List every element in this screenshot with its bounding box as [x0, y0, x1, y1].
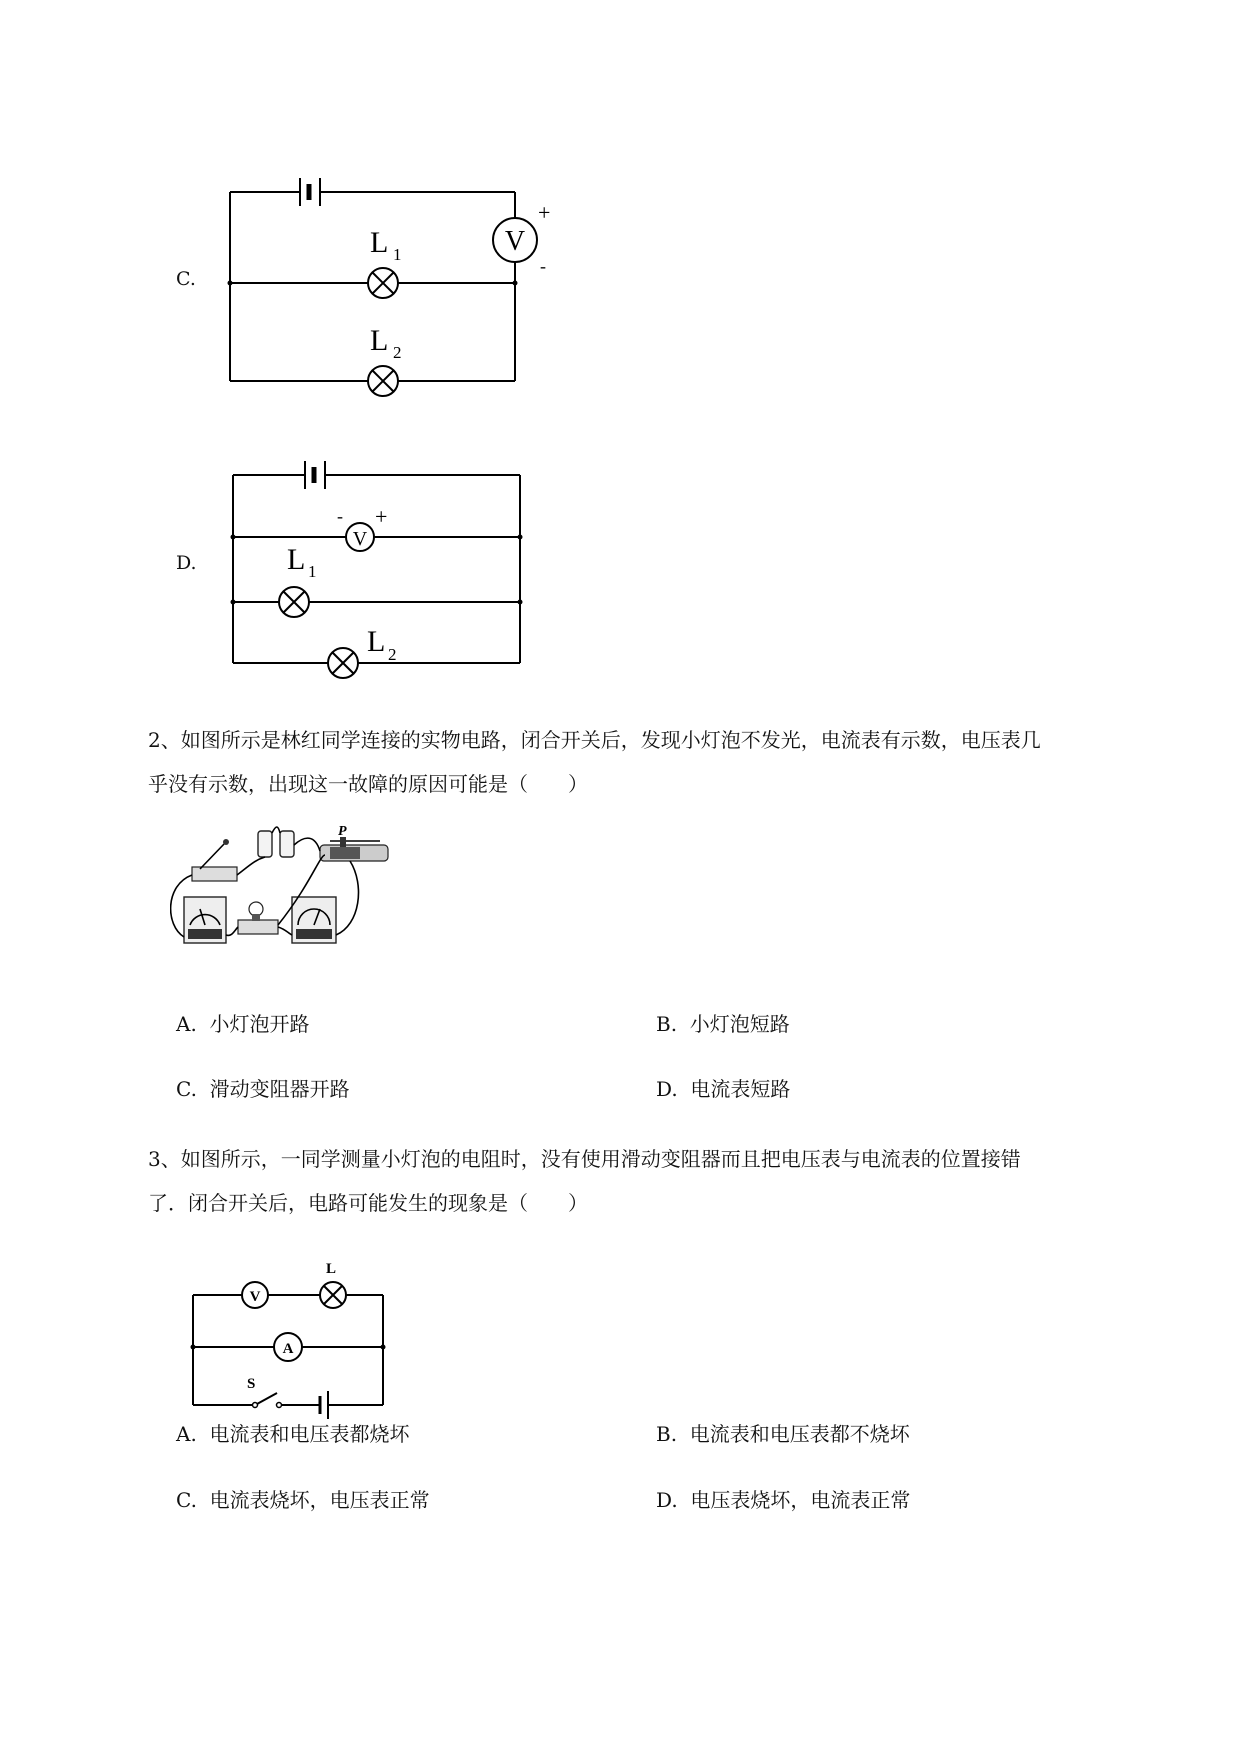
lamp-l1-subscript: 1: [308, 562, 317, 581]
lamp-label: L: [326, 1261, 337, 1277]
circuit-diagram-d: [225, 455, 545, 685]
lamp-l1-label: L: [370, 226, 389, 259]
slider-p-label: P: [338, 825, 347, 839]
lamp-l2-subscript: 2: [388, 645, 397, 664]
plus-sign: +: [538, 200, 550, 225]
voltmeter-symbol: V: [249, 1289, 261, 1305]
circuit-diagram-c: [220, 170, 550, 400]
voltmeter-symbol: V: [352, 528, 368, 550]
option-letter: D.: [656, 1077, 678, 1101]
option-text: 电流表和电压表都烧坏: [209, 1422, 410, 1446]
option-letter: C.: [176, 1077, 197, 1101]
q2-option-b: [656, 1008, 790, 1037]
option-letter: B.: [656, 1422, 678, 1446]
option-text: 电流表短路: [690, 1077, 791, 1101]
option-letter: D.: [656, 1488, 678, 1512]
option-c-label: C.: [176, 268, 196, 290]
lamp-l1-label: L: [287, 543, 306, 576]
option-d-label: D.: [176, 552, 197, 574]
question-2-line-2: 乎没有示数，出现这一故障的原因可能是（ ）: [148, 772, 588, 796]
switch-label: S: [247, 1376, 256, 1392]
physical-circuit-photo: [170, 825, 420, 975]
q3-option-a: [176, 1418, 410, 1447]
question-2-line-1: 2、如图所示是林红同学连接的实物电路，闭合开关后，发现小灯泡不发光，电流表有示数，电压表几: [148, 728, 1041, 752]
option-letter: C.: [176, 1488, 197, 1512]
q3-option-d: [656, 1484, 910, 1513]
ammeter-symbol: A: [282, 1341, 294, 1357]
question-3-line-2: 了．闭合开关后，电路可能发生的现象是（ ）: [148, 1191, 588, 1215]
voltmeter-symbol: V: [504, 226, 526, 257]
option-letter: A.: [176, 1012, 197, 1036]
q2-option-d: [656, 1073, 790, 1102]
plus-sign: +: [375, 504, 388, 529]
option-letter: A.: [176, 1422, 197, 1446]
circuit-diagram-q3: [185, 1255, 405, 1425]
option-text: 小灯泡短路: [689, 1012, 790, 1036]
option-text: 小灯泡开路: [209, 1012, 310, 1036]
option-letter: B.: [656, 1012, 678, 1036]
lamp-l2-label: L: [367, 625, 386, 658]
q2-option-c: [176, 1073, 350, 1102]
minus-sign: -: [540, 256, 546, 276]
option-text: 滑动变阻器开路: [209, 1077, 350, 1101]
q2-option-a: [176, 1008, 310, 1037]
option-text: 电压表烧坏，电流表正常: [690, 1488, 911, 1512]
option-text: 电流表和电压表都不烧坏: [689, 1422, 910, 1446]
option-text: 电流表烧坏，电压表正常: [209, 1488, 430, 1512]
lamp-l1-subscript: 1: [393, 245, 402, 264]
q3-option-b: [656, 1418, 910, 1447]
lamp-l2-subscript: 2: [393, 343, 402, 362]
minus-sign: -: [337, 506, 343, 526]
q3-option-c: [176, 1484, 430, 1513]
lamp-l2-label: L: [370, 324, 389, 357]
question-3-line-1: 3、如图所示，一同学测量小灯泡的电阻时，没有使用滑动变阻器而且把电压表与电流表的位置接错: [148, 1147, 1021, 1171]
